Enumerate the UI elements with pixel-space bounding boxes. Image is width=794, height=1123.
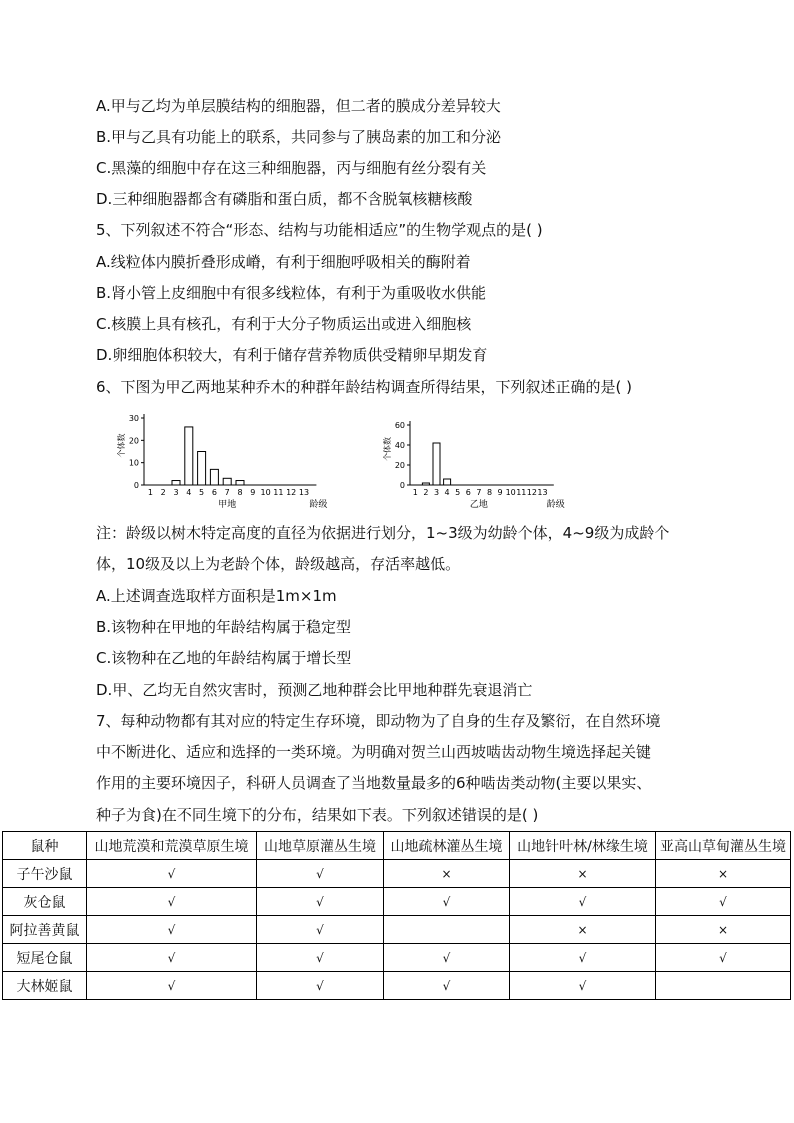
jia-x-tick-label: 9 [250, 488, 256, 497]
yi-x-tick-label: 5 [455, 488, 461, 497]
q6-option-b: B.该物种在甲地的年龄结构属于稳定型 [96, 618, 352, 636]
jia-bar-3 [172, 481, 180, 485]
table-cell: √ [510, 888, 656, 916]
jia-x-tick-label: 12 [286, 488, 297, 497]
jia-x-tick-label: 3 [173, 488, 179, 497]
table-cell: √ [257, 916, 384, 944]
q5-option-d: D.卵细胞体积较大，有利于储存营养物质供受精卵早期发育 [96, 346, 488, 364]
habitat-table [2, 831, 791, 1000]
age-structure-svg [96, 410, 616, 510]
q6-option-c: C.该物种在乙地的年龄结构属于增长型 [96, 649, 352, 667]
jia-x-axis-label: 龄级 [309, 500, 328, 510]
jia-y-tick-label: 20 [128, 436, 139, 446]
q5-option-a: A.线粒体内膜折叠形成嵴，有利于细胞呼吸相关的酶附着 [96, 253, 471, 271]
q6-option-a: A.上述调查选取样方面积是1m×1m [96, 587, 337, 605]
q5-option-b: B.肾小管上皮细胞中有很多线粒体，有利于为重吸收水供能 [96, 284, 487, 302]
yi-x-tick-label: 2 [423, 488, 429, 497]
jia-bar-8 [236, 481, 244, 485]
jia-x-tick-label: 1 [147, 488, 153, 497]
q5-option-c: C.核膜上具有核孔，有利于大分子物质运出或进入细胞核 [96, 315, 472, 333]
yi-x-axis-label: 龄级 [546, 500, 565, 510]
species-name: 子午沙鼠 [3, 860, 87, 888]
yi-y-tick-label: 60 [394, 421, 405, 430]
table-cell: √ [656, 944, 791, 972]
jia-x-tick-label: 4 [186, 488, 192, 497]
q5-stem: 5、下列叙述不符合“形态、结构与功能相适应”的生物学观点的是( ) [96, 221, 543, 239]
table-cell: × [510, 860, 656, 888]
yi-bar-3 [433, 443, 440, 485]
species-name: 大林姬鼠 [3, 972, 87, 1000]
table-cell: √ [384, 888, 510, 916]
yi-x-tick-label: 1 [412, 488, 418, 497]
table-cell: √ [510, 972, 656, 1000]
jia-x-tick-label: 5 [199, 488, 205, 497]
jia-x-tick-label: 10 [260, 488, 271, 497]
table-cell: √ [257, 972, 384, 1000]
q7-line3: 作用的主要环境因子，科研人员调查了当地数量最多的6种啮齿类动物(主要以果实、 [96, 774, 652, 792]
jia-x-tick-label: 13 [298, 488, 310, 497]
yi-x-tick-label: 6 [465, 488, 471, 497]
header-open-forest: 山地疏林灌丛生境 [384, 832, 510, 860]
species-name: 阿拉善黄鼠 [3, 916, 87, 944]
q7-line2: 中不断进化、适应和选择的一类环境。为明确对贺兰山西坡啮齿动物生境选择起关键 [96, 743, 652, 761]
table-cell: √ [384, 972, 510, 1000]
q4-option-c: C.黑藻的细胞中存在这三种细胞器，丙与细胞有丝分裂有关 [96, 159, 487, 177]
yi-y-tick-label: 40 [394, 441, 405, 450]
table-cell: √ [257, 888, 384, 916]
table-cell: √ [257, 944, 384, 972]
header-steppe-shrub: 山地草原灌丛生境 [257, 832, 384, 860]
jia-bar-5 [198, 452, 206, 486]
q6-note-line1: 注：龄级以树木特定高度的直径为依据进行划分，1~3级为幼龄个体，4~9级为成龄个 [96, 524, 670, 542]
yi-x-tick-label: 9 [497, 488, 503, 497]
q6-stem: 6、下图为甲乙两地某种乔木的种群年龄结构调查所得结果，下列叙述正确的是( ) [96, 378, 633, 396]
q4-option-b: B.甲与乙具有功能上的联系，共同参与了胰岛素的加工和分泌 [96, 128, 502, 146]
q6-option-d: D.甲、乙均无自然灾害时，预测乙地种群会比甲地种群先衰退消亡 [96, 681, 533, 699]
table-cell: × [656, 860, 791, 888]
table-cell: √ [257, 860, 384, 888]
age-structure-charts [96, 410, 616, 510]
table-cell: √ [656, 888, 791, 916]
jia-bar-6 [210, 469, 218, 485]
jia-chart-title: 甲地 [218, 500, 237, 510]
header-desert: 山地荒漠和荒漠草原生境 [87, 832, 257, 860]
species-name: 短尾仓鼠 [3, 944, 87, 972]
table-cell: √ [87, 916, 257, 944]
table-cell: √ [87, 972, 257, 1000]
table-cell: √ [384, 944, 510, 972]
jia-y-tick-label: 30 [128, 414, 139, 423]
jia-x-tick-label: 11 [273, 488, 284, 497]
jia-y-tick-label: 0 [133, 481, 139, 490]
yi-y-tick-label: 0 [399, 481, 405, 490]
table-cell: √ [87, 944, 257, 972]
jia-x-tick-label: 8 [237, 488, 243, 497]
q7-line4: 种子为食)在不同生境下的分布，结果如下表。下列叙述错误的是( ) [96, 806, 539, 824]
table-row [3, 888, 791, 916]
jia-bar-7 [223, 478, 231, 485]
table-cell: √ [87, 888, 257, 916]
q4-option-a: A.甲与乙均为单层膜结构的细胞器，但二者的膜成分差异较大 [96, 97, 501, 115]
yi-chart-title: 乙地 [469, 500, 488, 510]
table-cell [656, 972, 791, 1000]
yi-x-tick-label: 13 [537, 488, 548, 497]
jia-y-tick-label: 10 [128, 458, 139, 468]
table-cell: √ [510, 944, 656, 972]
yi-bar-2 [422, 483, 429, 485]
table-cell: × [510, 916, 656, 944]
jia-x-tick-label: 6 [211, 488, 217, 497]
header-species: 鼠种 [3, 832, 87, 860]
q6-note-line2: 体，10级及以上为老龄个体，龄级越高，存活率越低。 [96, 555, 461, 573]
yi-x-tick-label: 7 [476, 488, 482, 497]
yi-y-axis-label: 个体数 [383, 437, 392, 461]
jia-x-tick-label: 7 [224, 488, 230, 497]
jia-y-axis-label: 个体数 [117, 433, 126, 458]
table-row [3, 860, 791, 888]
q7-line1: 7、每种动物都有其对应的特定生存环境，即动物为了自身的生存及繁衍，在自然环境 [96, 712, 661, 730]
jia-x-tick-label: 2 [160, 488, 166, 497]
table-cell: √ [87, 860, 257, 888]
table-cell [384, 916, 510, 944]
table-cell: × [656, 916, 791, 944]
yi-x-tick-label: 12 [526, 488, 537, 497]
yi-x-tick-label: 8 [486, 488, 493, 497]
table-row [3, 916, 791, 944]
yi-x-tick-label: 11 [516, 488, 527, 497]
q4-option-d: D.三种细胞器都含有磷脂和蛋白质，都不含脱氧核糖核酸 [96, 190, 473, 208]
table-header-row [3, 832, 791, 860]
species-name: 灰仓鼠 [3, 888, 87, 916]
yi-x-tick-label: 10 [505, 488, 516, 497]
table-cell: × [384, 860, 510, 888]
table-row [3, 944, 791, 972]
yi-x-tick-label: 4 [444, 488, 450, 497]
table-row [3, 972, 791, 1000]
yi-x-tick-label: 3 [433, 488, 440, 497]
header-conifer: 山地针叶林/林缘生境 [510, 832, 656, 860]
jia-bar-4 [185, 427, 193, 485]
header-alpine-meadow: 亚高山草甸灌丛生境 [656, 832, 791, 860]
yi-bar-4 [444, 479, 451, 485]
yi-y-tick-label: 20 [394, 461, 405, 470]
